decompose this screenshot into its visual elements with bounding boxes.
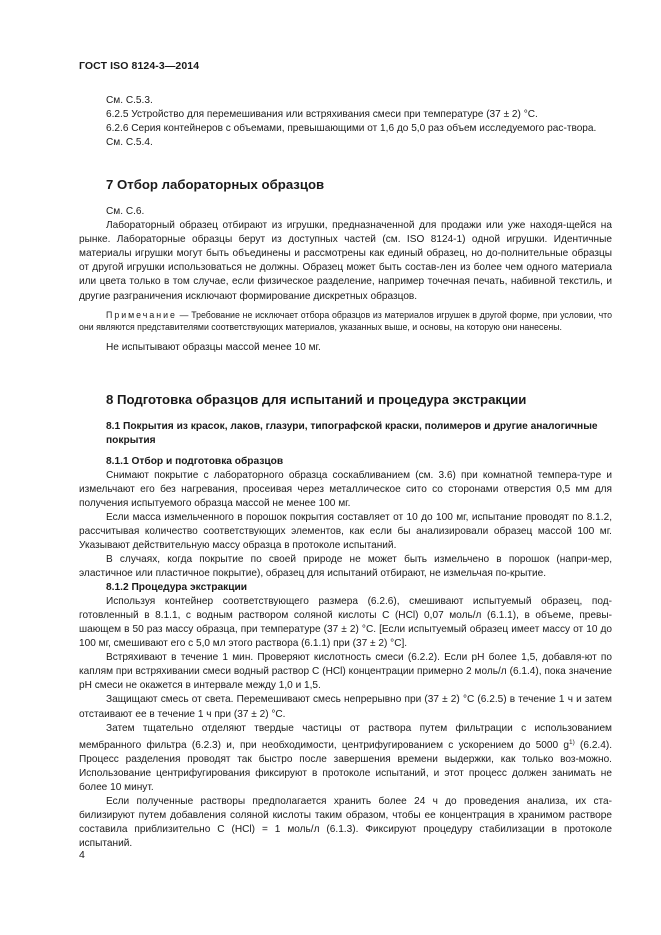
item-6-2-6: 6.2.6 Серия контейнеров с объемами, превышающими от 1,6 до 5,0 раз объем исследуемого рас-твора. (106, 123, 597, 135)
paragraph-8-1-2-a: Используя контейнер соответствующего размера (6.2.6), смешивают испытуемый образец, под-готовленный в 8.1.1, с водным раствором соляной кислоты С (HCl) 0,07 моль/л (6.1.1), в объеме, превы-шающем в 50 раз массу образца, при температуре (37 ± 2) °С. [Если испытуемый образец имеет массу от 10 до 100 мг, смешивают его с 5,0 мл этого раствора (6.1.1) при (37 ± 2) °С]. (79, 595, 612, 650)
paragraph-8-1-1-c: В случаях, когда покрытие по своей природе не может быть измельчено в порошок (напри-мер, эластичное или пластичное покрытие), образец для испытаний отбирают, не измельчая по-крытие. (79, 554, 612, 580)
see-c53: См. С.5.3. (106, 95, 153, 106)
subsection-8-1-title: 8.1 Покрытия из красок, лаков, глазури, типографской краски, полимеров и другие аналогичные покрытия (106, 421, 598, 446)
section-7-note (79, 309, 612, 334)
paragraph-8-1-2-d-part2: (6.2.4). Процесс разделения проводят так быстро после завершения времени выдержки, как только воз-можно. Использование центрифугирования фиксируют в протоколе испытаний, и этот процесс должен занимать не более 10 минут. (79, 739, 613, 793)
note-label: Примечание (106, 309, 177, 320)
document-header: ГОСТ ISO 8124-3—2014 (79, 60, 200, 72)
paragraph-8-1-2-d-part1: Затем тщательно отделяют твердые частицы от раствора путем фильтрации с использованием мембранного фильтра (6.2.3) и, при необходимости, центрифугированием с ускорением до 5000 g (79, 722, 612, 751)
paragraph-8-1-1-a: Снимают покрытие с лабораторного образца соскабливанием (см. 3.6) при комнатной темпера-туре и измельчают его без нагревания, просеивая через металлическое сито со сторонами отверстия 0,5 мм для получения испытуемого образца массой не менее 100 мг. (79, 469, 612, 509)
intro-block (79, 94, 612, 150)
section-7-body (79, 205, 612, 356)
section-8-title: 8 Подготовка образцов для испытаний и процедура экстракции (106, 392, 527, 407)
page-number: 4 (79, 849, 85, 861)
paragraph-8-1-2-d (79, 722, 612, 795)
section-7-title: 7 Отбор лабораторных образцов (106, 177, 325, 192)
note-text: — Требование не исключает отбора образцов из материалов игрушек в другой форме, при условии, что они являются представителями соответствующих материалов, указанных выше, и основы, на которую они нанесены. (79, 309, 612, 333)
section-7-mass-rule: Не испытывают образцы массой менее 10 мг. (106, 342, 321, 354)
subsection-8-1-1-title: 8.1.1 Отбор и подготовка образцов (106, 456, 284, 467)
paragraph-8-1-1-b: Если масса измельченного в порошок покрытия составляет от 10 до 100 мг, испытание проводят по 8.1.2, рассчитывая количество соответствующих элементов, как если бы анализировали образец массой 100 мг. Указывают действительную массу образца в протоколе испытаний. (79, 511, 612, 551)
section-7-paragraph: Лабораторный образец отбирают из игрушки, предназначенной для продажи или уже находя-щейся на рынке. Лабораторные образцы берут из доступных частей (см. ISO 8124-1) одной игрушки. Идентичные материалы игрушки могут быть объединены и рассмотрены как единый образец, но до-полнительные образцы от другой игрушки использоваться не должны. Образец может быть состав-лен из более чем одного материала или цвета только в том случае, если физическое разделение, например точечная печать, набивной текстиль, и другие разграничения исключают формирование дискретных образцов. (79, 220, 612, 302)
paragraph-8-1-2-e: Если полученные растворы предполагается хранить более 24 ч до проведения анализа, их ста-билизируют путем добавления соляной кислоты таким образом, чтобы ее концентрация в хранимом растворе составила приблизительно С (HCl) = 1 моль/л (6.1.3). Фиксируют процедуру стабилизации в протоколе испытаний. (79, 796, 612, 850)
see-c6: См. С.6. (106, 206, 145, 217)
subsection-8-1-2-title: 8.1.2 Процедура экстракции (106, 582, 248, 594)
item-6-2-5: 6.2.5 Устройство для перемешивания или встряхивания смеси при температуре (37 ± 2) °С. (106, 109, 538, 121)
footnote-ref: 1) (569, 738, 575, 746)
section-8-body (79, 420, 612, 851)
paragraph-8-1-2-c: Защищают смесь от света. Перемешивают смесь непрерывно при (37 ± 2) °С (6.2.5) в течение 1 ч и затем отстаивают ее в течение 1 ч при (37 ± 2) °С. (79, 694, 612, 720)
see-c54: См. С.5.4. (106, 137, 153, 149)
paragraph-8-1-2-b: Встряхивают в течение 1 мин. Проверяют кислотность смеси (6.2.2). Если pH более 1,5, добавля-ют по каплям при встряхивании смеси водный раствор С (HCl) концентрации примерно 2 моль/л (6.1.4), пока значение pH смеси не окажется в интервале между 1,0 и 1,5. (79, 652, 612, 692)
